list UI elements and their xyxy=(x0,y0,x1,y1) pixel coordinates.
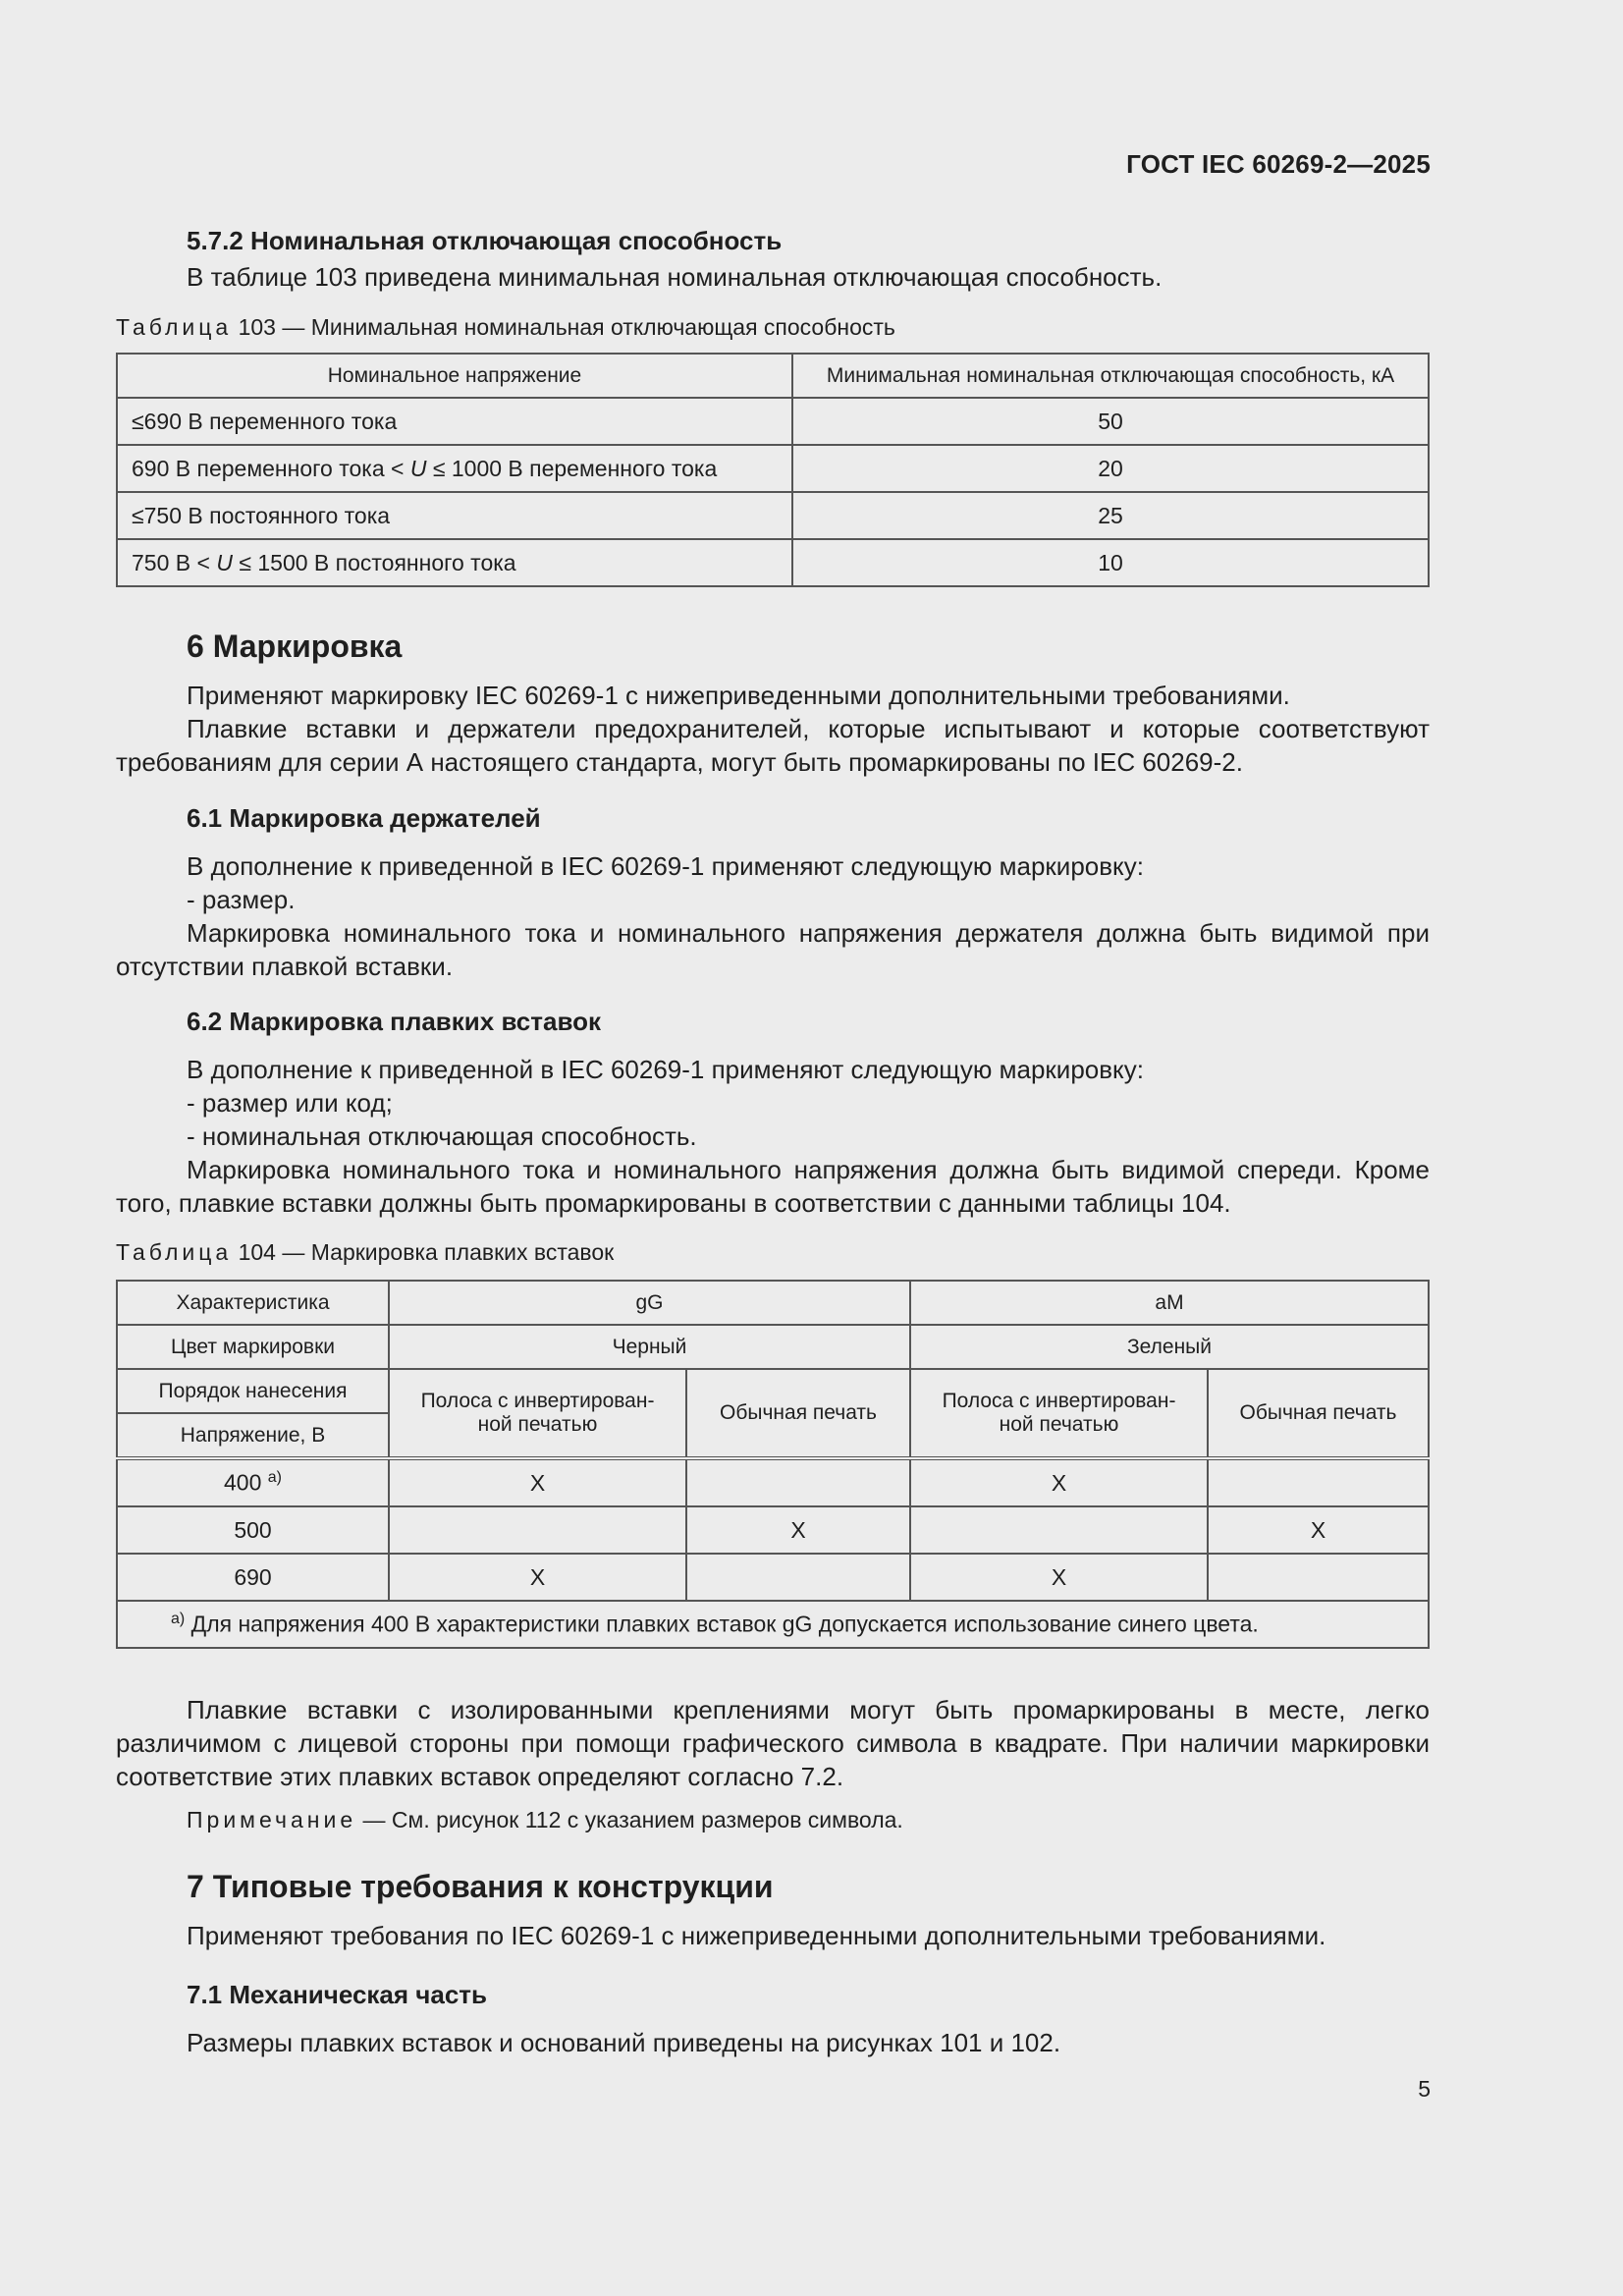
table-cell xyxy=(1208,1554,1429,1601)
table-row xyxy=(117,398,1429,445)
cell-text: ной печатью xyxy=(999,1413,1119,1436)
table-cell: 690 xyxy=(117,1554,389,1601)
section-title: 7.1 Механическая часть xyxy=(187,1980,488,2009)
table-cell xyxy=(117,539,792,586)
paragraph: Размеры плавких вставок и оснований приведены на рисунках 101 и 102. xyxy=(187,2028,1061,2057)
table-row xyxy=(117,492,1429,539)
table-cell: 500 xyxy=(117,1506,389,1554)
section-title: 6.1 Маркировка держателей xyxy=(187,803,541,833)
row-header: Порядок нанесения xyxy=(117,1369,389,1413)
list-item: - номинальная отключающая способность. xyxy=(187,1121,697,1151)
section-5-7-2 xyxy=(116,226,1430,294)
table-cell: Обычная печать xyxy=(686,1369,910,1458)
table-cell xyxy=(389,1369,686,1458)
table-header-row xyxy=(117,1369,1429,1413)
section-title: 5.7.2 Номинальная отключающая способность xyxy=(187,226,783,255)
section-6 xyxy=(116,629,1430,779)
table-header-row xyxy=(117,354,1429,398)
cell-text: ной печатью xyxy=(477,1413,598,1436)
table-cell xyxy=(686,1554,910,1601)
row-header: Напряжение, В xyxy=(117,1413,389,1458)
cell-text: ≤ 1000 В переменного тока xyxy=(426,455,718,481)
cell-text: 750 В < xyxy=(132,549,217,575)
table-caption-label: Таблица xyxy=(116,1239,233,1265)
table-cell: X xyxy=(686,1506,910,1554)
table-cell: X xyxy=(1208,1506,1429,1554)
table-row xyxy=(117,1458,1429,1506)
after-table-104 xyxy=(116,1693,1430,1833)
table-caption-label: Таблица xyxy=(116,314,233,340)
note xyxy=(116,1807,1430,1833)
variable-u: U xyxy=(216,549,233,575)
paragraph: В таблице 103 приведена минимальная номинальная отключающая способность. xyxy=(187,262,1163,292)
table-cell: X xyxy=(389,1458,686,1506)
table-cell: 10 xyxy=(792,539,1429,586)
table-cell: X xyxy=(389,1554,686,1601)
column-header: Характеристика xyxy=(117,1281,389,1325)
list-item: - размер. xyxy=(187,885,296,914)
table-103 xyxy=(116,353,1430,587)
section-6-2 xyxy=(116,1007,1430,1220)
table-103-block xyxy=(116,314,1430,587)
section-title: 6.2 Маркировка плавких вставок xyxy=(187,1007,601,1036)
table-header-row xyxy=(117,1325,1429,1369)
table-caption-text: 104 — Маркировка плавких вставок xyxy=(238,1239,615,1265)
table-cell: ≤750 В постоянного тока xyxy=(117,492,792,539)
table-caption xyxy=(116,1239,1430,1266)
section-title: 6 Маркировка xyxy=(187,629,403,664)
paragraph: Применяют требования по IEC 60269-1 с нижеприведенными дополнительными требованиями. xyxy=(187,1921,1326,1950)
paragraph: Маркировка номинального тока и номинального напряжения держателя должна быть видимой при отсутствии плавкой вставки. xyxy=(116,918,1430,981)
paragraph: Плавкие вставки с изолированными креплениями могут быть промаркированы в месте, легко различимом с лицевой стороны при помощи графического символа в квадрате. При наличии маркировки соответствие этих плавких вставок определяют согласно 7.2. xyxy=(116,1695,1430,1791)
table-cell: Черный xyxy=(389,1325,910,1369)
note-text: — См. рисунок 112 с указанием размеров символа. xyxy=(356,1807,903,1832)
table-cell xyxy=(910,1369,1208,1458)
table-row xyxy=(117,445,1429,492)
paragraph: Маркировка номинального тока и номинального напряжения должна быть видимой спереди. Кроме того, плавкие вставки должны быть промаркированы в соответствии с данными таблицы 104. xyxy=(116,1155,1430,1218)
section-6-1 xyxy=(116,803,1430,983)
table-cell xyxy=(686,1458,910,1506)
page-number: 5 xyxy=(1418,2076,1431,2102)
cell-text: Полоса с инвертирован- xyxy=(942,1390,1176,1412)
footnote-marker: а) xyxy=(267,1469,282,1487)
section-7 xyxy=(116,1869,1430,1952)
column-header: gG xyxy=(389,1281,910,1325)
paragraph: В дополнение к приведенной в IEC 60269-1 применяют следующую маркировку: xyxy=(187,1055,1144,1084)
table-cell xyxy=(389,1506,686,1554)
section-7-1 xyxy=(116,1980,1430,2059)
list-item: - размер или код; xyxy=(187,1088,393,1118)
table-cell: X xyxy=(910,1458,1208,1506)
table-104-block xyxy=(116,1239,1430,1649)
section-title: 7 Типовые требования к конструкции xyxy=(187,1869,774,1904)
document-code: ГОСТ IEC 60269-2—2025 xyxy=(1126,149,1431,179)
table-cell xyxy=(117,445,792,492)
column-header: Номинальное напряжение xyxy=(117,354,792,398)
table-cell: Обычная печать xyxy=(1208,1369,1429,1458)
table-footnote-row xyxy=(117,1601,1429,1648)
table-caption xyxy=(116,314,1430,341)
column-header: aM xyxy=(910,1281,1429,1325)
cell-text: 400 xyxy=(224,1469,262,1496)
table-cell: 20 xyxy=(792,445,1429,492)
table-row xyxy=(117,539,1429,586)
footnote-text: Для напряжения 400 В характеристики плавких вставок gG допускается использование синего цвета. xyxy=(185,1611,1259,1637)
table-row xyxy=(117,1506,1429,1554)
table-104 xyxy=(116,1280,1430,1649)
row-header: Цвет маркировки xyxy=(117,1325,389,1369)
table-cell xyxy=(1208,1458,1429,1506)
table-cell: ≤690 В переменного тока xyxy=(117,398,792,445)
table-row xyxy=(117,1554,1429,1601)
note-label: Примечание xyxy=(187,1807,357,1832)
paragraph: В дополнение к приведенной в IEC 60269-1 применяют следующую маркировку: xyxy=(187,851,1144,881)
table-header-row xyxy=(117,1281,1429,1325)
cell-text: Полоса с инвертирован- xyxy=(420,1390,655,1412)
table-caption-text: 103 — Минимальная номинальная отключающая способность xyxy=(238,314,895,340)
column-header: Минимальная номинальная отключающая способность, кА xyxy=(792,354,1429,398)
cell-text: ≤ 1500 В постоянного тока xyxy=(232,549,516,575)
table-cell: 50 xyxy=(792,398,1429,445)
footnote-marker: а) xyxy=(171,1611,186,1628)
table-cell: X xyxy=(910,1554,1208,1601)
table-cell: 25 xyxy=(792,492,1429,539)
cell-text: 690 В переменного тока < xyxy=(132,455,410,481)
variable-u: U xyxy=(409,455,427,481)
table-cell xyxy=(117,1458,389,1506)
table-cell: Зеленый xyxy=(910,1325,1429,1369)
paragraph: Применяют маркировку IEC 60269-1 с нижеприведенными дополнительными требованиями. xyxy=(187,681,1290,710)
table-footnote xyxy=(117,1601,1429,1648)
table-cell xyxy=(910,1506,1208,1554)
paragraph: Плавкие вставки и держатели предохранителей, которые испытывают и которые соответствуют требованиям для серии А настоящего стандарта, могут быть промаркированы по IEC 60269-2. xyxy=(116,714,1430,777)
